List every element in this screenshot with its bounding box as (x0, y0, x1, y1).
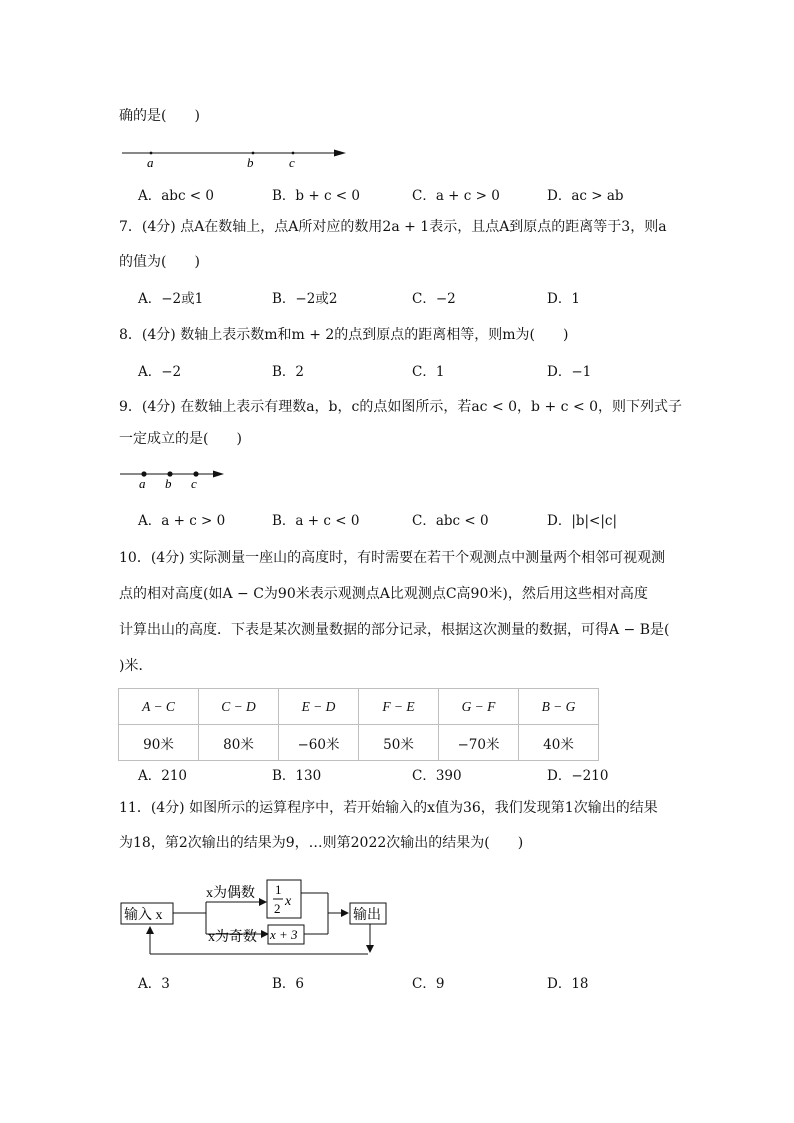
q9-option-c[interactable]: C．abc < 0 (412, 513, 489, 529)
q10-measurement-table (118, 688, 599, 761)
table-header-cell: B − G (519, 689, 599, 725)
table-cell: 40米 (519, 725, 599, 761)
table-header-cell: F − E (359, 689, 439, 725)
table-row (119, 725, 599, 761)
table-header-row (119, 689, 599, 725)
q10-option-a[interactable]: A．210 (138, 768, 188, 784)
q6-option-a[interactable]: A．abc < 0 (138, 188, 214, 204)
flow-half-box (267, 880, 301, 918)
q11-flowchart (118, 872, 398, 964)
q7-option-b[interactable]: B．−2或2 (272, 291, 338, 307)
q9-label-a: a (139, 476, 146, 491)
q7-stem-line2: 的值为( ) (119, 254, 200, 270)
q7-stem-line1: 7．(4分) 点A在数轴上，点A所对应的数用2a + 1表示，且点A到原点的距离等于3，则a (119, 219, 667, 235)
q10-option-c[interactable]: C．390 (412, 768, 462, 784)
table-header-cell: A − C (119, 689, 199, 725)
flow-output-label: 输出 (353, 908, 381, 923)
flow-odd-label: x为奇数 (208, 930, 257, 945)
q7-option-c[interactable]: C．−2 (412, 291, 456, 307)
q10-stem-line2: 点的相对高度(如A − C为90米表示观测点A比观测点C高90米)，然后用这些相对高度 (119, 586, 648, 602)
q11-option-d[interactable]: D．18 (547, 976, 589, 992)
q9-stem-line2: 一定成立的是( ) (119, 431, 242, 447)
table-cell: −70米 (439, 725, 519, 761)
q6-stem-tail: 确的是( ) (119, 108, 200, 124)
q10-option-d[interactable]: D．−210 (547, 768, 609, 784)
q8-option-a[interactable]: A．−2 (138, 364, 182, 380)
table-header-cell: G − F (439, 689, 519, 725)
table-cell: 50米 (359, 725, 439, 761)
q6-label-c: c (289, 155, 295, 170)
q6-option-d[interactable]: D．ac > ab (547, 188, 624, 204)
q6-label-a: a (147, 155, 154, 170)
q9-label-c: c (191, 476, 197, 491)
q6-label-b: b (247, 155, 254, 170)
q9-option-b[interactable]: B．a + c < 0 (272, 513, 360, 529)
q11-option-b[interactable]: B．6 (272, 976, 305, 992)
flow-plus3-label: x + 3 (270, 927, 298, 942)
q7-option-a[interactable]: A．−2或1 (138, 291, 204, 307)
flow-input-label: 输入 x (124, 908, 163, 923)
q7-option-d[interactable]: D．1 (547, 291, 580, 307)
q10-stem-line4: )米． (119, 658, 153, 674)
q6-option-b[interactable]: B．b + c < 0 (272, 188, 361, 204)
q6-option-c[interactable]: C．a + c > 0 (412, 188, 500, 204)
flow-even-label: x为偶数 (206, 886, 255, 901)
q9-stem-line1: 9．(4分) 在数轴上表示有理数a，b，c的点如图所示，若ac < 0，b + c < 0，则下列式子 (119, 399, 683, 415)
table-cell: 80米 (199, 725, 279, 761)
q9-label-b: b (165, 476, 172, 491)
q10-stem-line1: 10．(4分) 实际测量一座山的高度时，有时需要在若干个观测点中测量两个相邻可视观测 (119, 550, 666, 566)
q8-option-d[interactable]: D．−1 (547, 364, 592, 380)
q9-number-line (118, 464, 230, 492)
flow-half-denominator: 2 (274, 901, 281, 916)
q11-option-c[interactable]: C．9 (412, 976, 445, 992)
q9-option-a[interactable]: A．a + c > 0 (138, 513, 226, 529)
flow-half-numerator: 1 (275, 882, 282, 897)
flow-half-variable: x (285, 894, 292, 909)
q11-stem-line1: 11．(4分) 如图所示的运算程序中，若开始输入的x值为36，我们发现第1次输出的结果 (119, 800, 658, 816)
q10-stem-line3: 计算出山的高度．下表是某次测量数据的部分记录，根据这次测量的数据，可得A − B是( (119, 622, 670, 638)
q6-number-line (118, 140, 350, 176)
q11-stem-line2: 为18，第2次输出的结果为9，…则第2022次输出的结果为( ) (119, 835, 524, 851)
table-cell: −60米 (279, 725, 359, 761)
q8-stem-line1: 8．(4分) 数轴上表示数m和m + 2的点到原点的距离相等，则m为( ) (119, 327, 569, 343)
q10-option-b[interactable]: B．130 (272, 768, 322, 784)
table-header-cell: E − D (279, 689, 359, 725)
q8-option-c[interactable]: C．1 (412, 364, 445, 380)
q9-option-d[interactable]: D．|b|<|c| (547, 513, 618, 529)
table-cell: 90米 (119, 725, 199, 761)
q11-option-a[interactable]: A．3 (138, 976, 170, 992)
table-header-cell: C − D (199, 689, 279, 725)
q8-option-b[interactable]: B．2 (272, 364, 305, 380)
